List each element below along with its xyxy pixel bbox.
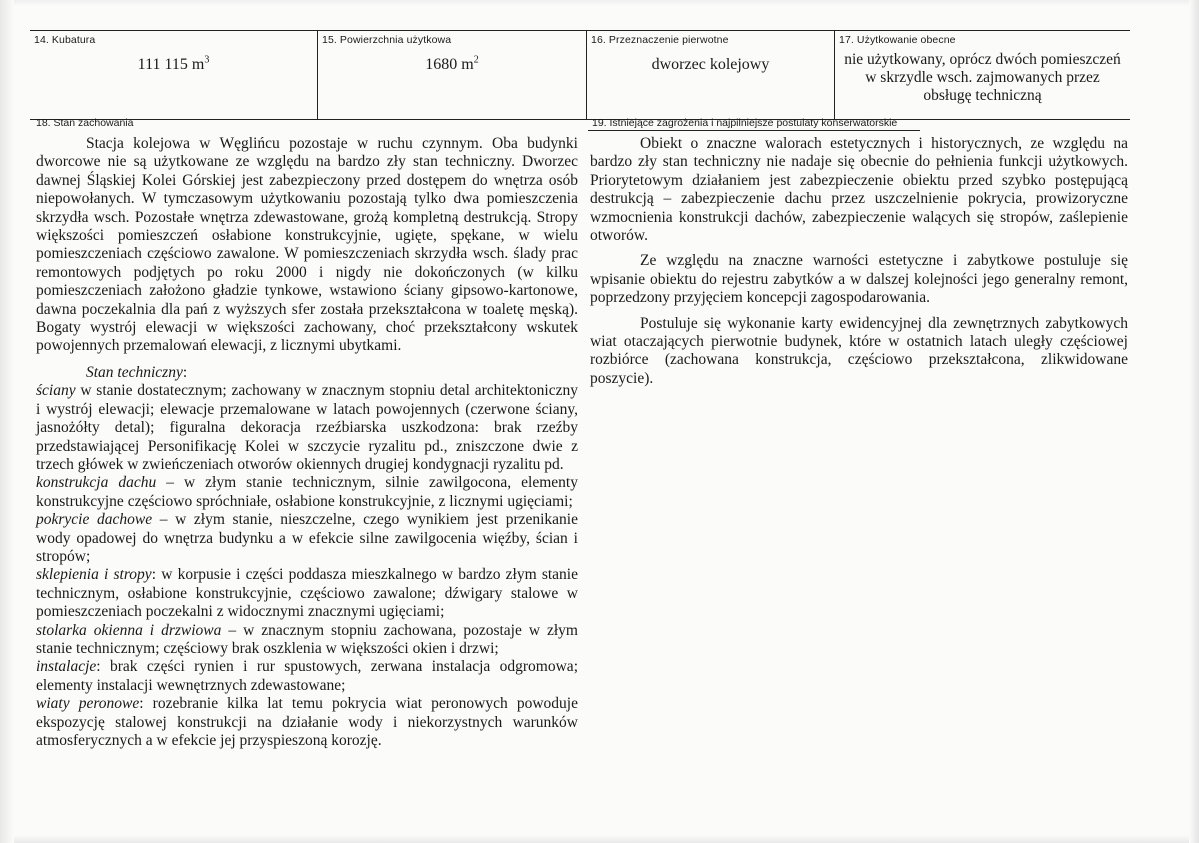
condition-item: wiaty peronowe: rozebranie kilka lat temu pokrycia wiat peronowych powoduje ekspozycję stalowej konstrukcji na działanie wody i niekorzystnych warunków atmosferycznych a w efekcie jej przyspieszoną korozję.	[36, 695, 578, 749]
section-18-body	[36, 135, 578, 750]
field-powierzchnia	[317, 31, 586, 119]
scan-edge	[0, 0, 1199, 6]
subheading: Stan techniczny:	[86, 363, 188, 381]
section-divider	[588, 130, 920, 131]
condition-item: pokrycie dachowe – w złym stanie, nieszczelne, czego wynikiem jest przenikanie wody opadowej do wnętrza budynku a w efekcie silne zawilgocenia więźby, ścian i stropów;	[36, 511, 578, 565]
condition-item: stolarka okienna i drzwiowa – w znacznym stopniu zachowana, pozostaje w złym stanie technicznym; częściowy brak oszklenia w większości okien i drzwi;	[36, 621, 578, 657]
condition-item: ściany w stanie dostatecznym; zachowany w znacznym stopniu detal architektoniczny i wystrój elewacji; elewacje przemalowane w latach powojennych (czerwone ściany, jasnożółty detal); figuralna dekoracja rzeźbiarska uszkodzona: brak rzeźby przedstawiającej Personifikację Kolei w szczycie ryzalitu pd., zniszczone dwie z trzech główek w zwieńczeniach otworów okiennych drugiej kondygnacji ryzalitu pd.	[36, 382, 578, 473]
postulate-paragraph: Postuluje się wykonanie karty ewidencyjnej dla zewnętrznych zabytkowych wiat otaczających pierwotnie budynek, które w ostatnich latach uległy częściowej rozbiórce (zachowana konstrukcja, częściowo przekształcona, zlikwidowane poszycie).	[590, 314, 1128, 387]
field-label: 16. Przeznaczenie pierwotne	[591, 34, 729, 46]
section-19-body	[590, 135, 1128, 388]
intro-paragraph: Stacja kolejowa w Węglińcu pozostaje w ruchu czynnym. Oba budynki dworcowe nie są użytkowane ze względu na bardzo zły stan techniczny. Dworzec dawnej Śląskiej Kolei Górskiej jest zabezpieczony przed dostępem do wnętrza osób niepowołanych. W tymczasowym użytkowaniu pozostają tylko dwa pomieszczenia skrzydła wsch. Pozostałe wnętrza zdewastowane, grożą kompletną destrukcją. Stropy większości pomieszczeń osłabione konstrukcyjnie, ugięte, spękane, w wielu pomieszczeniach częściowo zawalone. W pomieszczeniach skrzydła wsch. ślady prac remontowych podjętych po roku 2000 i nigdy nie dokończonych (w kilku pomieszczeniach założono gładzie tynkowe, wstawiono ściany gipsowo-kartonowe, dawna poczekalnia dla pań z wyższych sfer została przekształcona w toaletę męską). Bogaty wystrój elewacji w większości zachowany, choć przekształcony wskutek powojennych przemalowań elewacji, z licznymi ubytkami.	[36, 135, 578, 355]
field-value: dworzec kolejowy	[651, 56, 770, 73]
field-value: 1680 $m^2$	[425, 54, 479, 73]
scan-edge	[1189, 0, 1199, 843]
field-kubatura	[30, 31, 317, 119]
section-19-label: 19. Istniejące zagrożenia i najpilniejsze postulaty konserwatorskie	[592, 117, 898, 129]
postulate-paragraph: Obiekt o znaczne walorach estetycznych i historycznych, ze względu na bardzo zły stan techniczny nie nadaje się obecnie do pełnienia funkcji użytkowych. Priorytetowym działaniem jest zabezpieczenie obiektu przed szybko postępującą destrukcją – zabezpieczenie dachu przez uszczelnienie pokrycia, prowizoryczne wzmocnienia konstrukcji dachów, zabezpieczenie walących się stropów, zaślepienie otworów.	[590, 135, 1128, 245]
field-przeznaczenie	[586, 31, 834, 119]
scan-edge	[0, 0, 14, 843]
field-uzytkowanie	[834, 31, 1130, 119]
fields-table	[30, 30, 1130, 120]
postulate-paragraph: Ze względu na znaczne warności estetyczne i zabytkowe postuluje się wpisanie obiektu do rejestru zabytków a w dalszej kolejności jego generalny remont, poprzedzony przyjęciem koncepcji zagospodarowania.	[590, 252, 1128, 307]
scan-edge	[0, 835, 1199, 843]
condition-item: sklepienia i stropy: w korpusie i części poddasza mieszkalnego w bardzo złym stanie technicznym, osłabione konstrukcyjnie, częściowo zawalone; dźwigary stalowe w pomieszczeniach poczekalni z widocznymi znacznymi ugięciami;	[36, 566, 578, 621]
field-label: 17. Użytkowanie obecne	[839, 34, 956, 46]
field-value: nie użytkowany, oprócz dwóch pomieszczeń w skrzydle wsch. zajmowanych przez obsługę techniczną	[844, 51, 1121, 104]
section-18-label: 18. Stan zachowania	[36, 117, 134, 129]
condition-item: instalacje: brak części rynien i rur spustowych, zerwana instalacja odgromowa; elementy instalacji wewnętrznych zdewastowane;	[36, 658, 578, 694]
field-label: 15. Powierzchnia użytkowa	[322, 34, 452, 46]
field-value: 111 115 $m^3$	[137, 54, 210, 73]
condition-item: konstrukcja dachu – w złym stanie technicznym, silnie zawilgocona, elementy konstrukcyjne częściowo spróchniałe, osłabione konstrukcyjnie, z licznymi ugięciami;	[36, 474, 578, 510]
field-label: 14. Kubatura	[34, 34, 96, 46]
